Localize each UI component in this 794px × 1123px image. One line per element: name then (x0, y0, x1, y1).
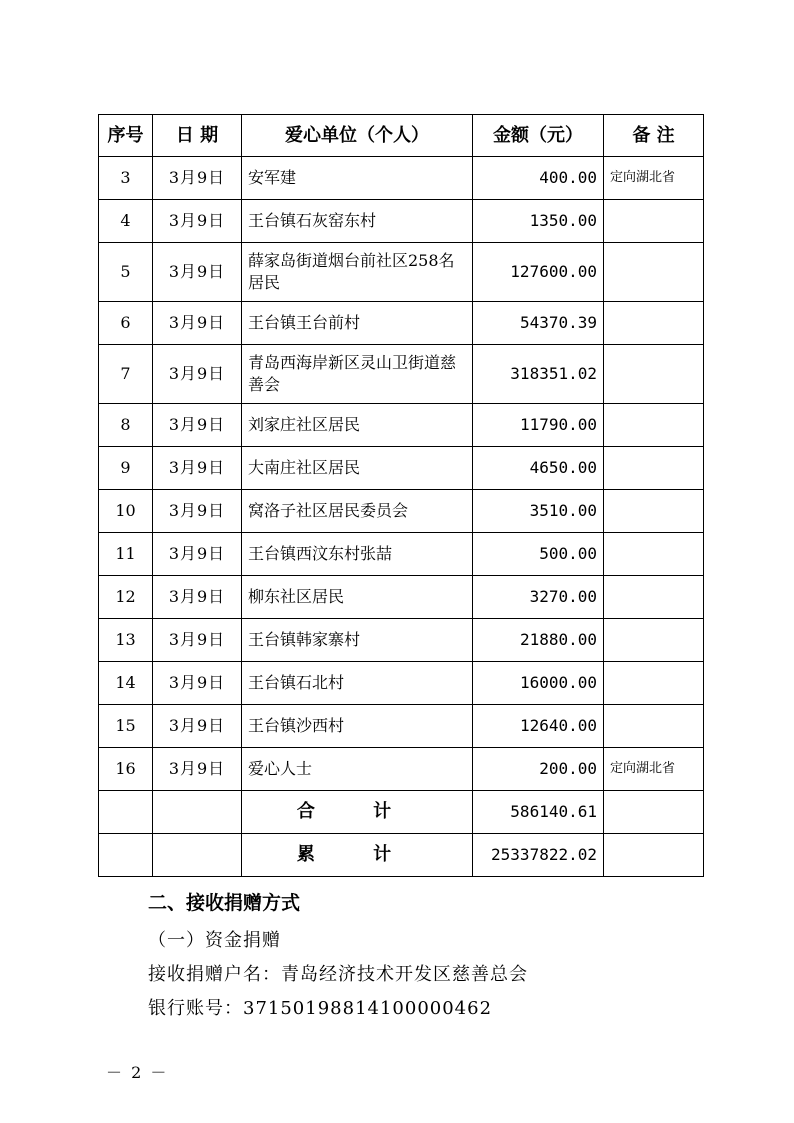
cell-note: 定向湖北省 (604, 157, 704, 200)
total-amount: 25337822.02 (473, 834, 604, 877)
table-row (99, 345, 704, 404)
cell-amount: 500.00 (473, 533, 604, 576)
cell-amount: 3270.00 (473, 576, 604, 619)
subtotal-label: 合 计 (242, 791, 473, 834)
table-row (99, 576, 704, 619)
cell-date: 3月9日 (153, 243, 242, 302)
cell-unit: 青岛西海岸新区灵山卫街道慈善会 (242, 345, 473, 404)
table-row (99, 302, 704, 345)
cell-note (604, 200, 704, 243)
cell-unit: 王台镇西汶东村张喆 (242, 533, 473, 576)
donation-table (98, 114, 704, 877)
cell-date: 3月9日 (153, 447, 242, 490)
total-row (99, 834, 704, 877)
cell-note (604, 619, 704, 662)
cell-unit: 刘家庄社区居民 (242, 404, 473, 447)
cell-note (604, 705, 704, 748)
cell-note (604, 533, 704, 576)
cell-note (604, 243, 704, 302)
cell-note (604, 662, 704, 705)
cell-amount: 200.00 (473, 748, 604, 791)
table-row (99, 619, 704, 662)
cell-date: 3月9日 (153, 705, 242, 748)
table-row (99, 662, 704, 705)
cell-no: 15 (99, 705, 153, 748)
cell-date: 3月9日 (153, 748, 242, 791)
cell-no: 16 (99, 748, 153, 791)
cell-unit: 王台镇沙西村 (242, 705, 473, 748)
cell-no: 5 (99, 243, 153, 302)
cell-note (604, 447, 704, 490)
cell-no: 8 (99, 404, 153, 447)
cell-empty (99, 834, 153, 877)
cell-unit: 王台镇石北村 (242, 662, 473, 705)
section-title: 二、接收捐赠方式 (148, 892, 301, 914)
cell-empty (153, 791, 242, 834)
cell-amount: 16000.00 (473, 662, 604, 705)
cell-no: 12 (99, 576, 153, 619)
cell-unit: 薛家岛街道烟台前社区258名居民 (242, 243, 473, 302)
cell-empty (99, 791, 153, 834)
cell-no: 13 (99, 619, 153, 662)
cell-amount: 1350.00 (473, 200, 604, 243)
header-no: 序号 (99, 115, 153, 157)
cell-empty (153, 834, 242, 877)
cell-unit: 柳东社区居民 (242, 576, 473, 619)
cell-note (604, 576, 704, 619)
header-amount: 金额（元） (473, 115, 604, 157)
cell-empty (604, 834, 704, 877)
cell-unit: 王台镇石灰窑东村 (242, 200, 473, 243)
cell-date: 3月9日 (153, 576, 242, 619)
table-row (99, 404, 704, 447)
total-label: 累 计 (242, 834, 473, 877)
cell-amount: 3510.00 (473, 490, 604, 533)
subtotal-amount: 586140.61 (473, 791, 604, 834)
cell-amount: 400.00 (473, 157, 604, 200)
cell-no: 10 (99, 490, 153, 533)
table-row (99, 748, 704, 791)
cell-unit: 王台镇王台前村 (242, 302, 473, 345)
cell-date: 3月9日 (153, 619, 242, 662)
account-name: 接收捐赠户名：青岛经济技术开发区慈善总会 (148, 964, 528, 985)
cell-date: 3月9日 (153, 345, 242, 404)
cell-date: 3月9日 (153, 490, 242, 533)
cell-date: 3月9日 (153, 157, 242, 200)
table-row (99, 447, 704, 490)
cell-unit: 爱心人士 (242, 748, 473, 791)
table-row (99, 243, 704, 302)
section-subtitle: （一）资金捐赠 (148, 930, 281, 951)
table-row (99, 490, 704, 533)
table-row (99, 705, 704, 748)
cell-date: 3月9日 (153, 662, 242, 705)
cell-unit: 窝洛子社区居民委员会 (242, 490, 473, 533)
header-unit: 爱心单位（个人） (242, 115, 473, 157)
cell-unit: 大南庄社区居民 (242, 447, 473, 490)
cell-note (604, 345, 704, 404)
cell-no: 6 (99, 302, 153, 345)
cell-amount: 11790.00 (473, 404, 604, 447)
cell-date: 3月9日 (153, 200, 242, 243)
cell-amount: 4650.00 (473, 447, 604, 490)
cell-no: 7 (99, 345, 153, 404)
cell-amount: 54370.39 (473, 302, 604, 345)
cell-date: 3月9日 (153, 302, 242, 345)
cell-date: 3月9日 (153, 533, 242, 576)
table-row (99, 157, 704, 200)
cell-empty (604, 791, 704, 834)
header-note: 备 注 (604, 115, 704, 157)
cell-note: 定向湖北省 (604, 748, 704, 791)
cell-no: 4 (99, 200, 153, 243)
cell-no: 9 (99, 447, 153, 490)
account-number: 银行账号：37150198814100000462 (148, 998, 493, 1019)
page-number: － 2 － (106, 1063, 169, 1082)
cell-no: 14 (99, 662, 153, 705)
cell-amount: 12640.00 (473, 705, 604, 748)
subtotal-row (99, 791, 704, 834)
cell-date: 3月9日 (153, 404, 242, 447)
cell-amount: 21880.00 (473, 619, 604, 662)
cell-amount: 127600.00 (473, 243, 604, 302)
cell-no: 11 (99, 533, 153, 576)
cell-note (604, 404, 704, 447)
header-date: 日 期 (153, 115, 242, 157)
cell-unit: 安军建 (242, 157, 473, 200)
cell-note (604, 490, 704, 533)
cell-no: 3 (99, 157, 153, 200)
table-header-row (99, 115, 704, 157)
cell-amount: 318351.02 (473, 345, 604, 404)
cell-unit: 王台镇韩家寨村 (242, 619, 473, 662)
table-row (99, 533, 704, 576)
table-row (99, 200, 704, 243)
cell-note (604, 302, 704, 345)
